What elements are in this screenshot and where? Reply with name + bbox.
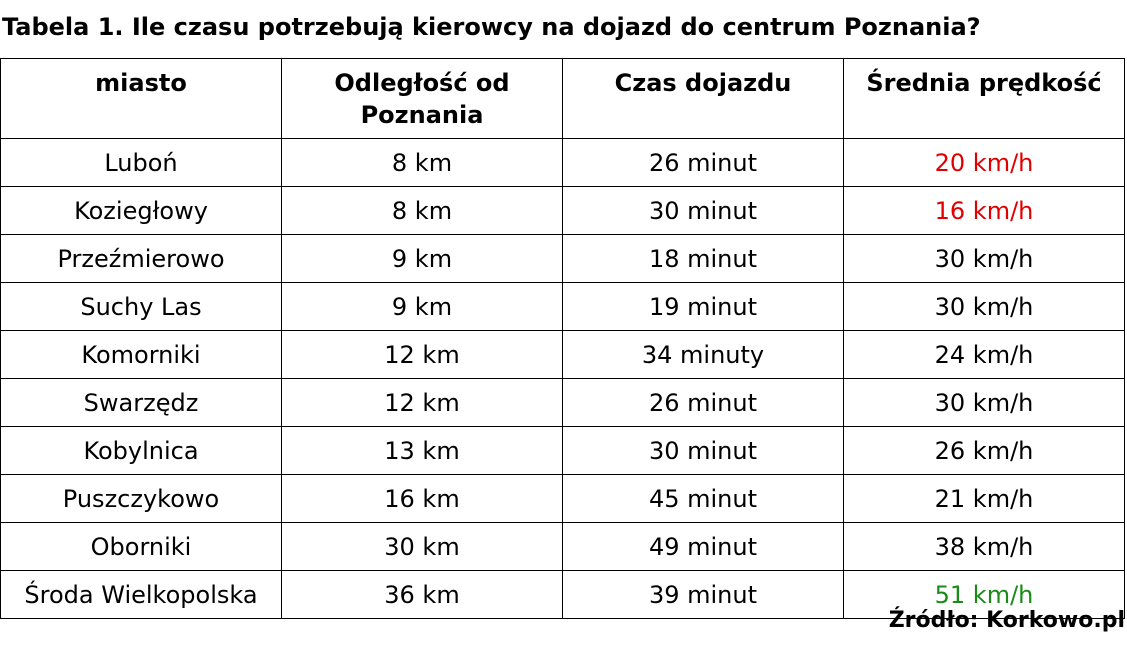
distance-cell: 9 km xyxy=(282,235,563,283)
time-cell: 26 minut xyxy=(563,379,844,427)
time-cell: 30 minut xyxy=(563,187,844,235)
speed-cell: 51 km/h xyxy=(844,571,1125,619)
time-cell: 30 minut xyxy=(563,427,844,475)
city-cell: Środa Wielkopolska xyxy=(1,571,282,619)
city-cell: Puszczykowo xyxy=(1,475,282,523)
city-cell: Przeźmierowo xyxy=(1,235,282,283)
table-row xyxy=(1,427,1125,475)
table-row xyxy=(1,139,1125,187)
table-body xyxy=(1,139,1125,619)
distance-cell: 36 km xyxy=(282,571,563,619)
distance-cell: 8 km xyxy=(282,187,563,235)
time-cell: 49 minut xyxy=(563,523,844,571)
commute-table xyxy=(0,58,1125,619)
distance-cell: 30 km xyxy=(282,523,563,571)
table-row xyxy=(1,283,1125,331)
speed-cell: 30 km/h xyxy=(844,283,1125,331)
table-header xyxy=(1,59,1125,139)
city-cell: Oborniki xyxy=(1,523,282,571)
city-cell: Kobylnica xyxy=(1,427,282,475)
header-avg-speed-label: Średnia prędkość xyxy=(866,69,1102,97)
city-cell: Komorniki xyxy=(1,331,282,379)
time-cell: 34 minuty xyxy=(563,331,844,379)
distance-cell: 12 km xyxy=(282,379,563,427)
time-cell: 26 minut xyxy=(563,139,844,187)
table-caption: Tabela 1. Ile czasu potrzebują kierowcy na dojazd do centrum Poznania? xyxy=(2,13,981,41)
distance-cell: 16 km xyxy=(282,475,563,523)
speed-cell: 38 km/h xyxy=(844,523,1125,571)
header-distance-line1: Odległość od xyxy=(334,69,510,97)
city-cell: Koziegłowy xyxy=(1,187,282,235)
table-row xyxy=(1,235,1125,283)
table-row xyxy=(1,331,1125,379)
table-row xyxy=(1,187,1125,235)
speed-cell: 24 km/h xyxy=(844,331,1125,379)
distance-cell: 9 km xyxy=(282,283,563,331)
header-distance xyxy=(282,59,563,139)
header-city-label: miasto xyxy=(95,69,187,97)
time-cell: 39 minut xyxy=(563,571,844,619)
speed-cell: 26 km/h xyxy=(844,427,1125,475)
header-avg-speed xyxy=(844,59,1125,139)
speed-cell: 30 km/h xyxy=(844,235,1125,283)
time-cell: 19 minut xyxy=(563,283,844,331)
header-travel-time-label: Czas dojazdu xyxy=(614,69,792,97)
time-cell: 18 minut xyxy=(563,235,844,283)
speed-cell: 20 km/h xyxy=(844,139,1125,187)
header-row xyxy=(1,59,1125,139)
distance-cell: 8 km xyxy=(282,139,563,187)
table-row xyxy=(1,523,1125,571)
time-cell: 45 minut xyxy=(563,475,844,523)
speed-cell: 30 km/h xyxy=(844,379,1125,427)
city-cell: Suchy Las xyxy=(1,283,282,331)
speed-cell: 21 km/h xyxy=(844,475,1125,523)
source-note: Źródło: Korkowo.pl xyxy=(888,608,1125,633)
header-travel-time xyxy=(563,59,844,139)
city-cell: Luboń xyxy=(1,139,282,187)
header-distance-line2: Poznania xyxy=(360,101,484,129)
speed-cell: 16 km/h xyxy=(844,187,1125,235)
header-city xyxy=(1,59,282,139)
table-row xyxy=(1,475,1125,523)
table-row xyxy=(1,379,1125,427)
distance-cell: 13 km xyxy=(282,427,563,475)
city-cell: Swarzędz xyxy=(1,379,282,427)
distance-cell: 12 km xyxy=(282,331,563,379)
